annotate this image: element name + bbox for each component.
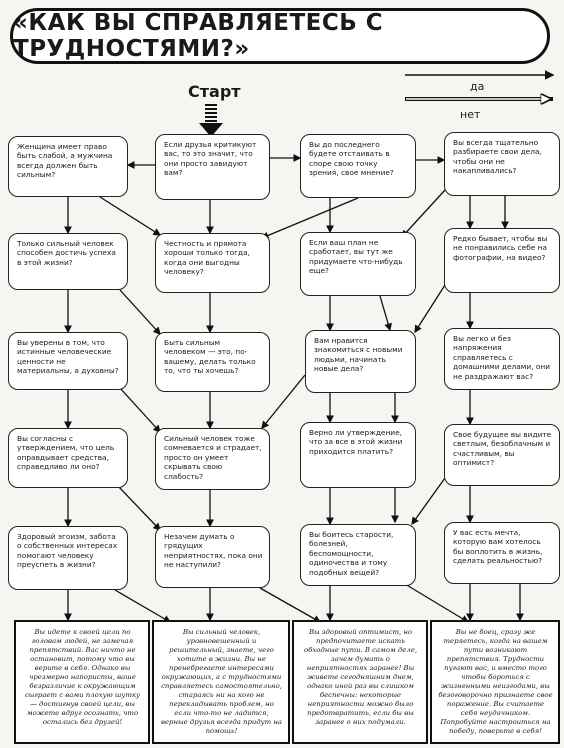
question-12: Вы легко и без напряжения справляетесь с домашними делами, они не раздражают вас? xyxy=(444,328,560,390)
legend-no-label: нет xyxy=(460,108,481,121)
question-2: Если друзья критикуют вас, то это значит, что они просто завидуют вам? xyxy=(155,134,270,200)
question-5: Только сильный человек способен достичь успеха в этой жизни? xyxy=(8,233,128,290)
question-19: Вы боитесь старости, болезней, беспомощности, одиночества и тому подобных вещей? xyxy=(300,524,416,586)
question-13: Вы согласны с утверждением, что цель оправдывает средства, справедливо ли оно? xyxy=(8,428,128,488)
question-17: Здоровый эгоизм, забота о собственных интересах помогают человеку преуспеть в жизни? xyxy=(8,526,128,590)
question-15: Верно ли утверждение, что за все в этой жизни приходится платить? xyxy=(300,422,416,488)
question-16: Свое будущее вы видите светлым, безоблачным и счастливым, вы оптимист? xyxy=(444,424,560,486)
result-2: Вы сильный человек, уравновешенный и решительный, знаете, чего хотите в жизни. Вы не пренебрегаете интересами окружающих, а с трудностями справляетесь самостоятельно, стараясь ни на кого не перекладывать проблем, но если что-то не ладится, верные друзья всегда придут на помощь! xyxy=(152,620,290,744)
question-10: Быть сильным человеком — это, по-вашему, делать только то, что ты хочешь? xyxy=(155,332,270,392)
question-20: У вас есть мечта, которую вам хотелось бы воплотить в жизнь, сделать реальностью? xyxy=(444,522,560,584)
question-1: Женщина имеет право быть слабой, а мужчина всегда должен быть сильным? xyxy=(8,136,128,197)
question-3: Вы до последнего будете отстаивать в споре свою точку зрения, свое мнение? xyxy=(300,134,416,198)
question-18: Незачем думать о грядущих неприятностях, пока они не наступили? xyxy=(155,526,270,588)
result-3: Вы здоровый оптимист, но предпочитаете искать обходные пути. В самом деле, зачем думать о неприятностях заранее! Вы живете сегодняшним днем, однако иной раз вы слишком беспечны: некоторые неприятности можно было предотвратить, если бы вы заранее о них подумали. xyxy=(292,620,428,744)
question-4: Вы всегда тщательно разбираете свои дела, чтобы они не накапливались? xyxy=(444,132,560,196)
question-7: Если ваш план не сработает, вы тут же придумаете что-нибудь еще? xyxy=(300,232,416,296)
start-arrow xyxy=(199,104,223,137)
start-label: Старт xyxy=(188,82,241,101)
question-6: Честность и прямота хороши только тогда, когда они выгодны человеку? xyxy=(155,233,270,293)
page-title: «КАК ВЫ СПРАВЛЯЕТЕСЬ С ТРУДНОСТЯМИ?» xyxy=(13,10,384,62)
question-9: Вы уверены в том, что истинные человеческие ценности не материальны, а духовны? xyxy=(8,332,128,390)
result-1: Вы идете к своей цели по головам людей, не замечая препятствий. Вас ничто не остановит, потому что вы верите в себя. Однако вы чрезмерно напористы, ваше безразличие к окружающим сыграет с вами плохую шутку — достигнув своей цели, вы можете вдруг осознать, что остались без друзей! xyxy=(14,620,150,744)
legend-yes-label: да xyxy=(470,80,485,93)
result-4: Вы не боец, сразу же теряетесь, когда на вашем пути возникают препятствия. Трудности пугают вас, и вместо того чтобы бороться с жизненными неизгодами, вы безоговорочно признаете свое поражение. Вы считаете себя неудачником. Попробуйте настроиться на победу, поверьте в себя! xyxy=(430,620,560,744)
question-14: Сильный человек тоже сомневается и страдает, просто он умеет скрывать свою слабость? xyxy=(155,428,270,490)
question-11: Вам нравится знакомиться с новыми людьми, начинать новые дела? xyxy=(305,330,416,393)
question-8: Редко бывает, чтобы вы не понравились себе на фотографии, на видео? xyxy=(444,228,560,293)
